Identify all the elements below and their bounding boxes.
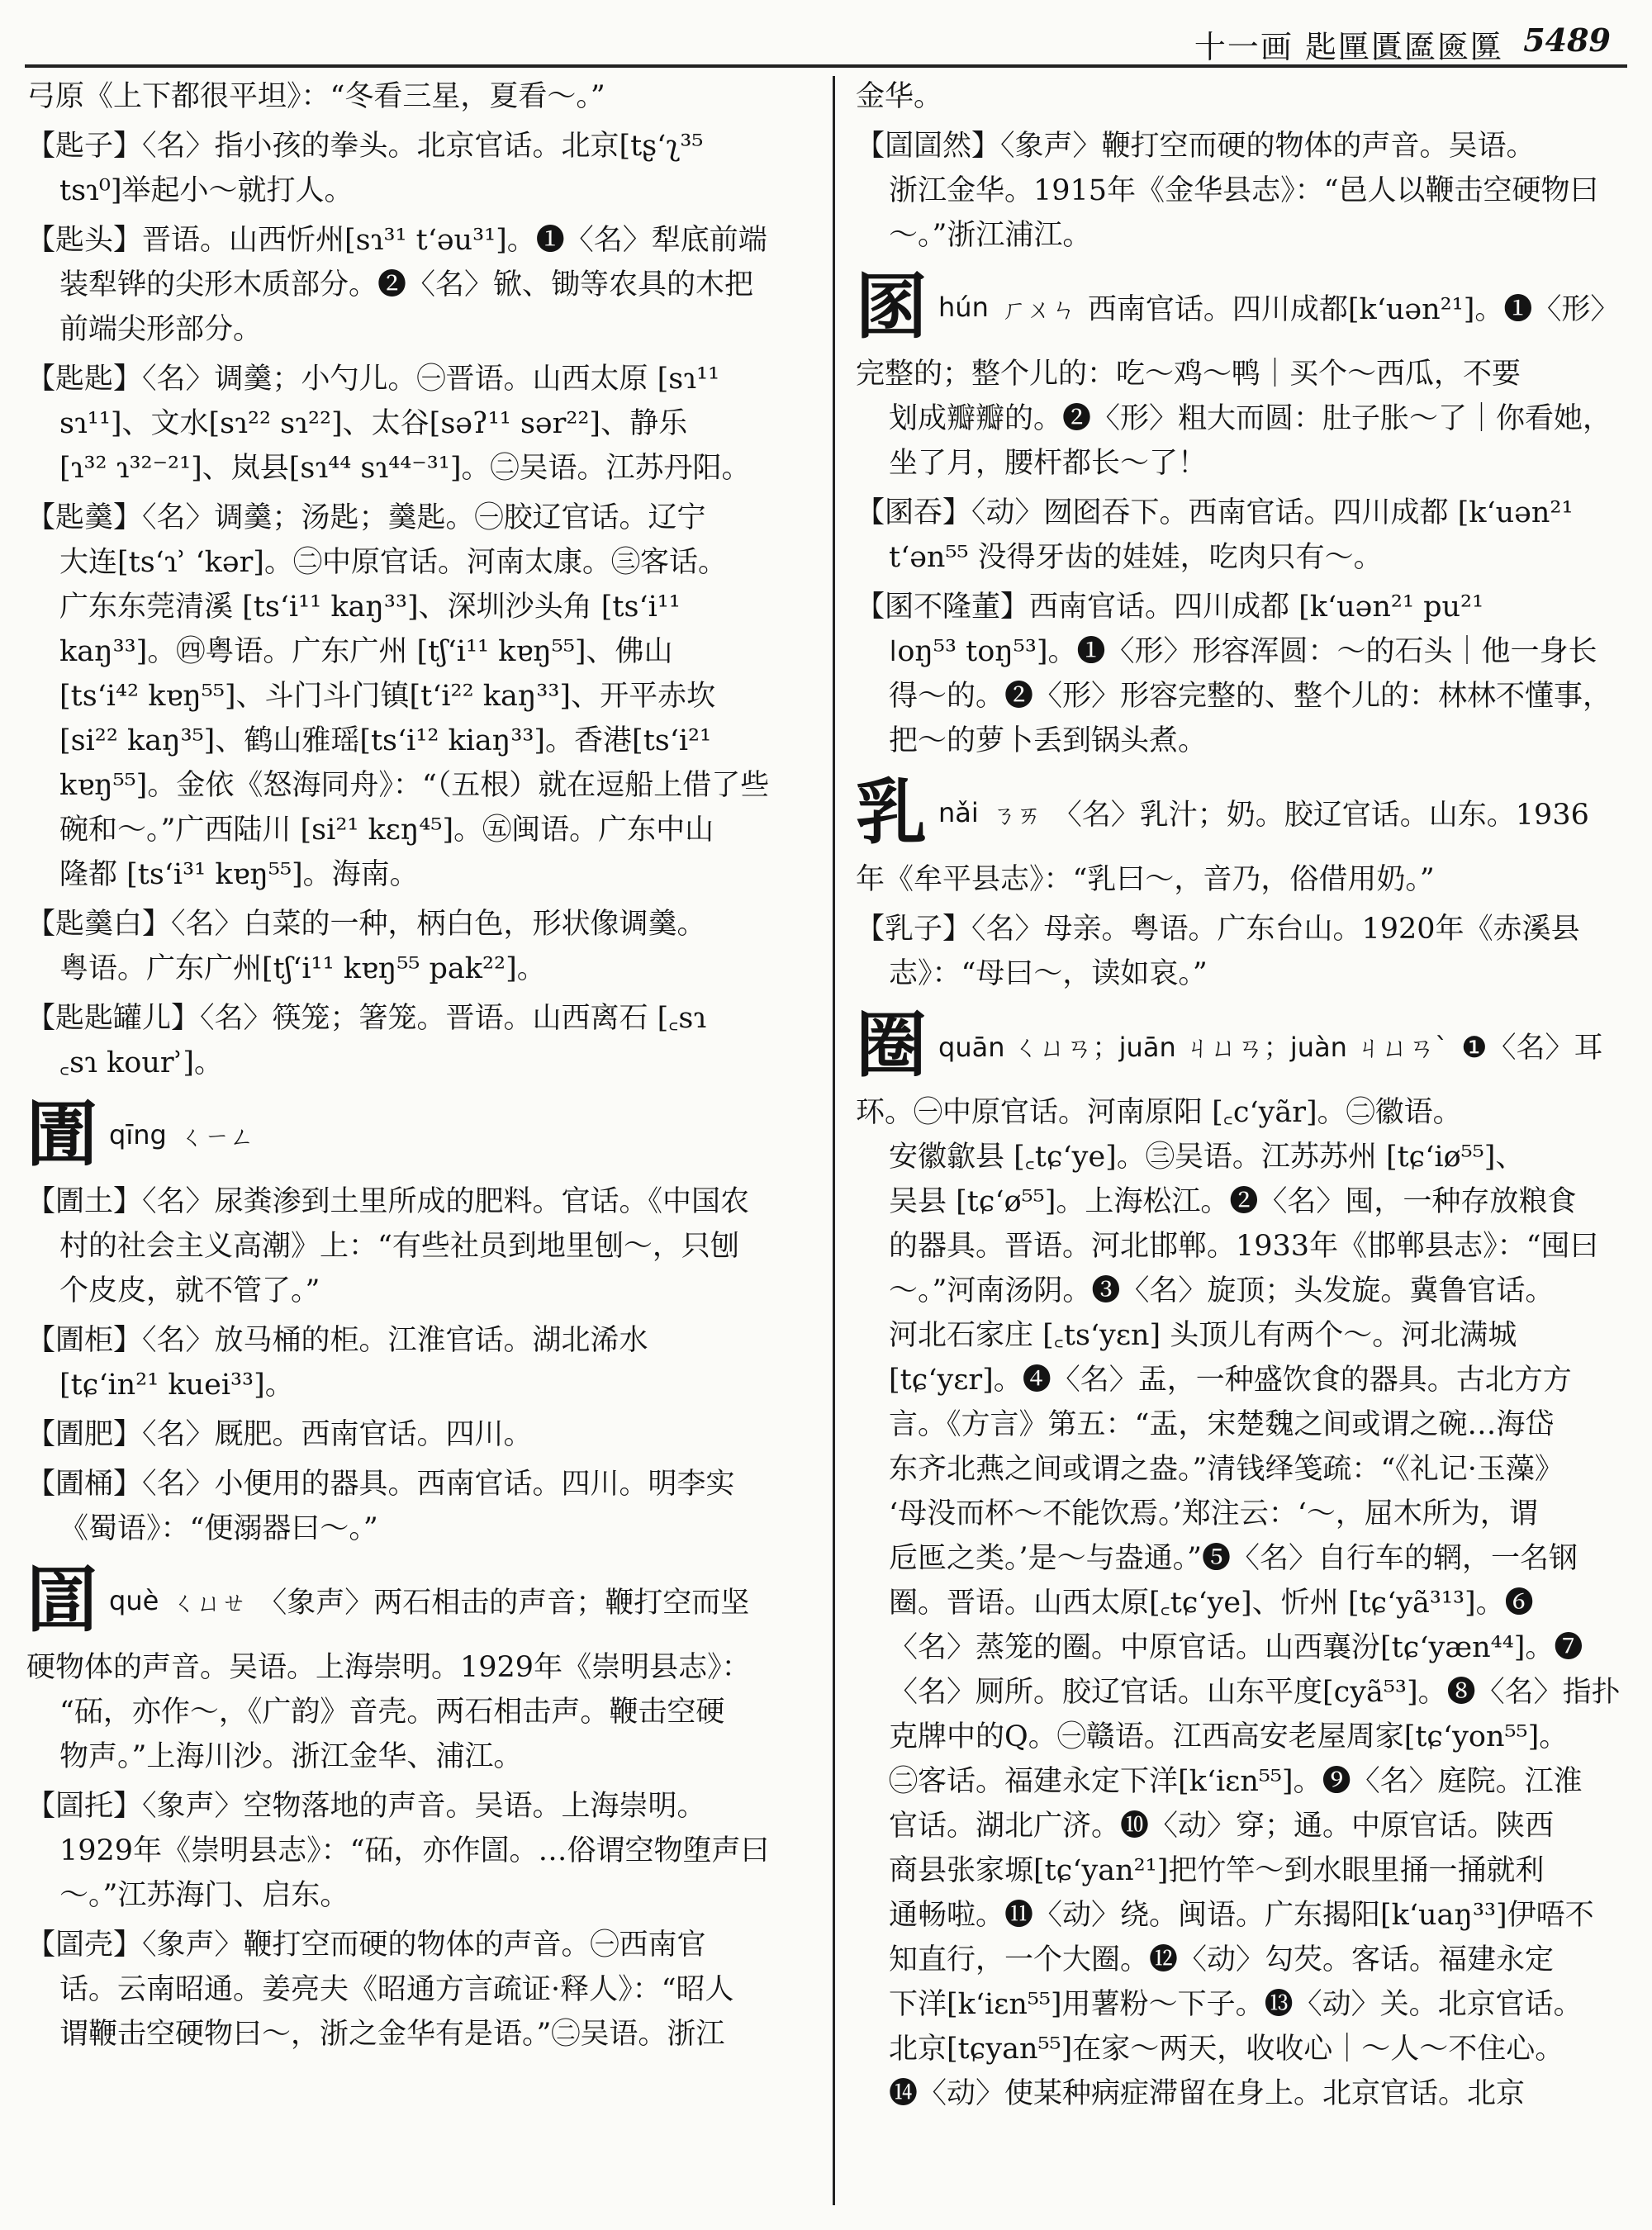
dictionary-entry xyxy=(26,496,818,897)
dictionary-entry xyxy=(26,124,818,213)
dictionary-entry xyxy=(26,1179,818,1313)
entry-line: 卮匜之类。’是～与盎通。”❺〈名〉自行车的辋，一名钢 xyxy=(889,1542,1578,1575)
dictionary-entry xyxy=(26,1412,818,1457)
entry-line: 吴县 [tɕʻø⁵⁵]。上海松江。❷〈名〉囤，一种存放粮食 xyxy=(889,1185,1577,1218)
left-column xyxy=(26,74,818,2213)
definition-text: 〈象声〉两石相击的声音；鞭打空而坚 xyxy=(258,1587,750,1620)
entry-line: 金华。 xyxy=(856,80,943,113)
entry-line: 坐了月，腰杆都长～了！ xyxy=(889,447,1208,480)
entry-line: 【圊柜】〈名〉放马桶的柜。江淮官话。湖北浠水 xyxy=(26,1324,648,1357)
entry-line: 官话。湖北广济。❿〈动〉穿；通。中原官话。陕西 xyxy=(889,1810,1555,1843)
page-header xyxy=(0,15,1652,64)
entry-line: 通畅啦。⓫〈动〉绕。闽语。广东揭阳[kʻuaŋ³³]伊唔不 xyxy=(889,1899,1594,1932)
entry-line: 《蜀语》：“便溺器曰～。” xyxy=(59,1512,378,1545)
dictionary-entry xyxy=(26,996,818,1085)
entry-line: 安徽歙县 [꜀tɕʻye]。㊂吴语。江苏苏州 [tɕʻiø⁵⁵]、 xyxy=(889,1141,1525,1174)
entry-line: 克牌中的Q。㊀赣语。江西高安老屋周家[tɕʻyon⁵⁵]。 xyxy=(889,1720,1569,1753)
entry-line: 【匙子】〈名〉指小孩的拳头。北京官话。北京[tʂʻʅ³⁵ xyxy=(26,130,704,163)
entry-line: 把～的萝卜丢到锅头煮。 xyxy=(889,724,1208,757)
entry-line: 〈名〉蒸笼的圈。中原官话。山西襄汾[tɕʻyæn⁴⁴]。❼ xyxy=(889,1631,1583,1664)
entry-line: [si²² kaŋ³⁵]、鹤山雅瑶[tsʻi¹² kiaŋ³³]。香港[tsʻi²¹ xyxy=(59,724,712,757)
entry-line: 【圂不隆董】西南官话。四川成都 [kʻuən²¹ pu²¹ xyxy=(856,591,1484,624)
entry-line: 北京[tɕyan⁵⁵]在家～两天，收收心｜～人～不住心。 xyxy=(889,2033,1564,2066)
entry-line: ～。”浙江浦江。 xyxy=(889,219,1092,252)
entry-line: 【圊土】〈名〉尿粪渗到土里所成的肥料。官话。《中国农 xyxy=(26,1185,750,1218)
entry-line: ǀoŋ⁵³ toŋ⁵³]。❶〈形〉形容浑圆：～的石头｜他一身长 xyxy=(889,635,1597,668)
entry-line: 【匙羹】〈名〉调羹；汤匙；羹匙。㊀胶辽官话。辽宁 xyxy=(26,501,706,534)
entry-line: ～。”河南汤阴。❸〈名〉旋顶；头发旋。冀鲁官话。 xyxy=(889,1274,1555,1307)
entry-line: 【匙头】晋语。山西忻州[sɿ³¹ tʻəu³¹]。❶〈名〉犁底前端 xyxy=(26,224,767,257)
headword-character: 圊 xyxy=(26,1093,97,1176)
entry-line: 东齐北燕之间或谓之盎。”清钱绎笺疏：“《礼记·玉藻》 xyxy=(889,1453,1564,1486)
headword-character: 乳 xyxy=(856,771,927,854)
pinyin: què xyxy=(109,1585,159,1616)
entry-line: 【圊肥】〈名〉厩肥。西南官话。四川。 xyxy=(26,1418,533,1451)
entry-line: tsɿ⁰]举起小～就打人。 xyxy=(59,174,354,207)
entry-line: 物声。”上海川沙。浙江金华、浦江。 xyxy=(59,1740,523,1773)
dictionary-entry xyxy=(856,1090,1632,2116)
dictionary-entry xyxy=(26,357,818,491)
page-number: 5489 xyxy=(1523,21,1611,59)
continued-text xyxy=(26,74,818,119)
headword-character: 圈 xyxy=(856,1004,927,1087)
pinyin: quān ㄑㄩㄢ；juān ㄐㄩㄢ；juàn ㄐㄩㄢˋ xyxy=(938,1032,1449,1063)
entry-line: 前端尖形部分。 xyxy=(59,313,263,346)
entry-line: 【匙匙罐儿】〈名〉筷笼；箸笼。晋语。山西离石 [꜀sɿ xyxy=(26,1002,707,1035)
entry-line: kaŋ³³]。㊃粤语。广东广州 [tʃʻi¹¹ kɐŋ⁵⁵]、佛山 xyxy=(59,635,673,668)
entry-line: 浙江金华。1915年《金华县志》：“邑人以鞭击空硬物曰 xyxy=(889,174,1599,207)
headword-character-block xyxy=(26,1094,818,1176)
entry-line: ‘母没而杯～不能饮焉。’郑注云：‘～，屈木所为，谓 xyxy=(889,1497,1538,1530)
dictionary-entry xyxy=(26,1645,818,1779)
dictionary-entry xyxy=(26,1318,818,1407)
column-divider xyxy=(833,76,835,2205)
dictionary-entry xyxy=(856,491,1632,580)
dictionary-entry xyxy=(26,902,818,991)
definition-text: 〈名〉乳汁；奶。胶辽官话。山东。1936 xyxy=(1052,799,1589,832)
right-column xyxy=(856,74,1632,2213)
entry-line: kɐŋ⁵⁵]。金依《怒海同舟》：“（五根）就在逗船上借了些 xyxy=(59,769,770,802)
entry-line: 【乳子】〈名〉母亲。粤语。广东台山。1920年《赤溪县 xyxy=(856,913,1580,946)
entry-line: 谓鞭击空硬物曰～，浙之金华有是语。”㊁吴语。浙江 xyxy=(59,2018,725,2051)
dictionary-entry xyxy=(856,124,1632,258)
entry-line: sɿ¹¹]、文水[sɿ²² sɿ²²]、太谷[səʔ¹¹ sər²²]、静乐 xyxy=(59,407,688,440)
entry-line: 【圁壳】〈象声〉鞭打空而硬的物体的声音。㊀西南官 xyxy=(26,1929,706,1962)
entry-line: 〈名〉厕所。胶辽官话。山东平度[cyã⁵³]。❽〈名〉指扑 xyxy=(889,1676,1621,1709)
entry-line: 环。㊀中原官话。河南原阳 [꜀cʻyãr]。㊁徽语。 xyxy=(856,1096,1462,1129)
entry-line: 硬物体的声音。吴语。上海崇明。1929年《崇明县志》： xyxy=(26,1651,751,1684)
entry-line: 1929年《崇明县志》：“砳，亦作圁。…俗谓空物堕声曰 xyxy=(59,1834,770,1867)
headword-character: 圁 xyxy=(26,1559,97,1642)
entry-line: “砳，亦作～，《广韵》音壳。两石相击声。鞭击空硬 xyxy=(59,1696,725,1729)
entry-line: ⓮〈动〉使某种病症滞留在身上。北京官话。北京 xyxy=(889,2077,1526,2110)
entry-line: 划成瓣瓣的。❷〈形〉粗大而圆：肚子胀～了｜你看她， xyxy=(889,402,1612,435)
entry-line: 志》：“母曰～，读如哀。” xyxy=(889,957,1208,990)
entry-line: [tɕʻin²¹ kuei³³]。 xyxy=(59,1369,294,1402)
pinyin: nǎi xyxy=(938,797,979,828)
header-rule xyxy=(25,64,1627,68)
entry-line: 得～的。❷〈形〉形容完整的、整个儿的：林林不懂事， xyxy=(889,680,1612,713)
dictionary-entry xyxy=(856,585,1632,763)
entry-line: 下洋[kʻiɛn⁵⁵]用薯粉～下子。⓭〈动〉关。北京官话。 xyxy=(889,1988,1583,2021)
entry-line: 话。云南昭通。姜亮夫《昭通方言疏证·释人》：“昭人 xyxy=(59,1973,734,2006)
entry-line: 的器具。晋语。河北邯郸。1933年《邯郸县志》：“囤曰 xyxy=(889,1230,1599,1263)
dictionary-entry xyxy=(856,352,1632,486)
zhuyin: ㄑㄩㄝ xyxy=(172,1589,247,1618)
headword-character-block xyxy=(26,1559,818,1642)
dictionary-entry xyxy=(26,1923,818,2057)
running-title: 十一画 匙匰匱匲匳匴 xyxy=(1194,29,1503,65)
entry-line: ㊁客话。福建永定下洋[kʻiɛn⁵⁵]。❾〈名〉庭院。江淮 xyxy=(889,1765,1583,1798)
entry-line: 【匙匙】〈名〉调羹；小勺儿。㊀晋语。山西太原 [sɿ¹¹ xyxy=(26,363,720,396)
entry-line: 村的社会主义高潮》上：“有些社员到地里刨～，只刨 xyxy=(59,1230,739,1263)
entry-line: 个皮皮，就不管了。” xyxy=(59,1274,320,1307)
definition-text: 西南官话。四川成都[kʻuən²¹]。❶〈形〉 xyxy=(1087,293,1620,326)
entry-line: [tɕʻyɛr]。❹〈名〉盂，一种盛饮食的器具。古北方方 xyxy=(889,1364,1572,1397)
entry-line: 河北石家庄 [꜀tsʻyɛn] 头顶儿有两个～。河北满城 xyxy=(889,1319,1517,1352)
entry-line: 弓原《上下都很平坦》：“冬看三星，夏看～。” xyxy=(26,80,605,113)
pinyin: qīng xyxy=(109,1119,167,1151)
dictionary-entry xyxy=(856,857,1632,902)
entry-line: 圈。晋语。山西太原[꜀tɕʻye]、忻州 [tɕʻyã³¹³]。❻ xyxy=(889,1587,1534,1620)
entry-line: 年《牟平县志》：“乳曰～，音乃，俗借用奶。” xyxy=(856,863,1435,896)
entry-line: 广东东莞清溪 [tsʻi¹¹ kaŋ³³]、深圳沙头角 [tsʻi¹¹ xyxy=(59,591,681,624)
definition-text: ❶〈名〉耳 xyxy=(1461,1032,1603,1065)
headword-character-block xyxy=(856,771,1632,854)
dictionary-entry xyxy=(26,1784,818,1918)
headword-character-block xyxy=(856,266,1632,349)
continued-text xyxy=(856,74,1632,119)
dictionary-entry xyxy=(26,1462,818,1551)
entry-line: ～。”江苏海门、启东。 xyxy=(59,1879,349,1912)
entry-line: 【匙羹白】〈名〉白菜的一种，柄白色，形状像调羹。 xyxy=(26,908,706,941)
entry-line: 大连[tsʻɿʾ ʻkər]。㊁中原官话。河南太康。㊂客话。 xyxy=(59,546,727,579)
entry-line: [tsʻi⁴² kɐŋ⁵⁵]、斗门斗门镇[tʻi²² kaŋ³³]、开平赤坎 xyxy=(59,680,716,713)
entry-line: 隆都 [tsʻi³¹ kɐŋ⁵⁵]。海南。 xyxy=(59,858,419,891)
zhuyin: ㄏㄨㄣ xyxy=(1001,296,1076,325)
entry-line: [ɿ³² ɿ³²⁻²¹]、岚县[sɿ⁴⁴ sɿ⁴⁴⁻³¹]。㊁吴语。江苏丹阳。 xyxy=(59,452,751,485)
entry-line: ꜀sɿ kourʾ]。 xyxy=(59,1046,223,1079)
entry-line: 【圊桶】〈名〉小便用的器具。西南官话。四川。明李实 xyxy=(26,1468,735,1501)
headword-character-block xyxy=(856,1004,1632,1087)
entry-line: 粤语。广东广州[tʃʻi¹¹ kɐŋ⁵⁵ pak²²]。 xyxy=(59,952,546,985)
dictionary-entry xyxy=(856,907,1632,996)
pinyin: hún xyxy=(938,292,989,323)
entry-line: 【圁圁然】〈象声〉鞭打空而硬的物体的声音。吴语。 xyxy=(856,130,1536,163)
zhuyin: ㄑㄧㄥ xyxy=(179,1123,254,1152)
entry-line: 【圂吞】〈动〉囫囵吞下。西南官话。四川成都 [kʻuən²¹ xyxy=(856,496,1574,529)
entry-line: tʻən⁵⁵ 没得牙齿的娃娃，吃肉只有～。 xyxy=(889,541,1383,574)
entry-line: 言。《方言》第五：“盂，宋楚魏之间或谓之碗…海岱 xyxy=(889,1408,1555,1441)
entry-line: 完整的；整个儿的：吃～鸡～鸭｜买个～西瓜，不要 xyxy=(856,358,1521,391)
entry-line: 商县张家塬[tɕʻyan²¹]把竹竿～到水眼里捅一捅就利 xyxy=(889,1854,1545,1887)
entry-line: 装犁铧的尖形木质部分。❷〈名〉锨、锄等农具的木把 xyxy=(59,268,754,301)
entry-line: 知直行，一个大圈。⓬〈动〉勾芡。客话。福建永定 xyxy=(889,1943,1555,1976)
dictionary-entry xyxy=(26,218,818,352)
headword-character: 圂 xyxy=(856,265,927,349)
entry-line: 【圁托】〈象声〉空物落地的声音。吴语。上海崇明。 xyxy=(26,1790,706,1823)
zhuyin: ㄋㄞ xyxy=(991,801,1042,830)
entry-line: 碗和～。”广西陆川 [si²¹ kɛŋ⁴⁵]。㊄闽语。广东中山 xyxy=(59,814,714,847)
